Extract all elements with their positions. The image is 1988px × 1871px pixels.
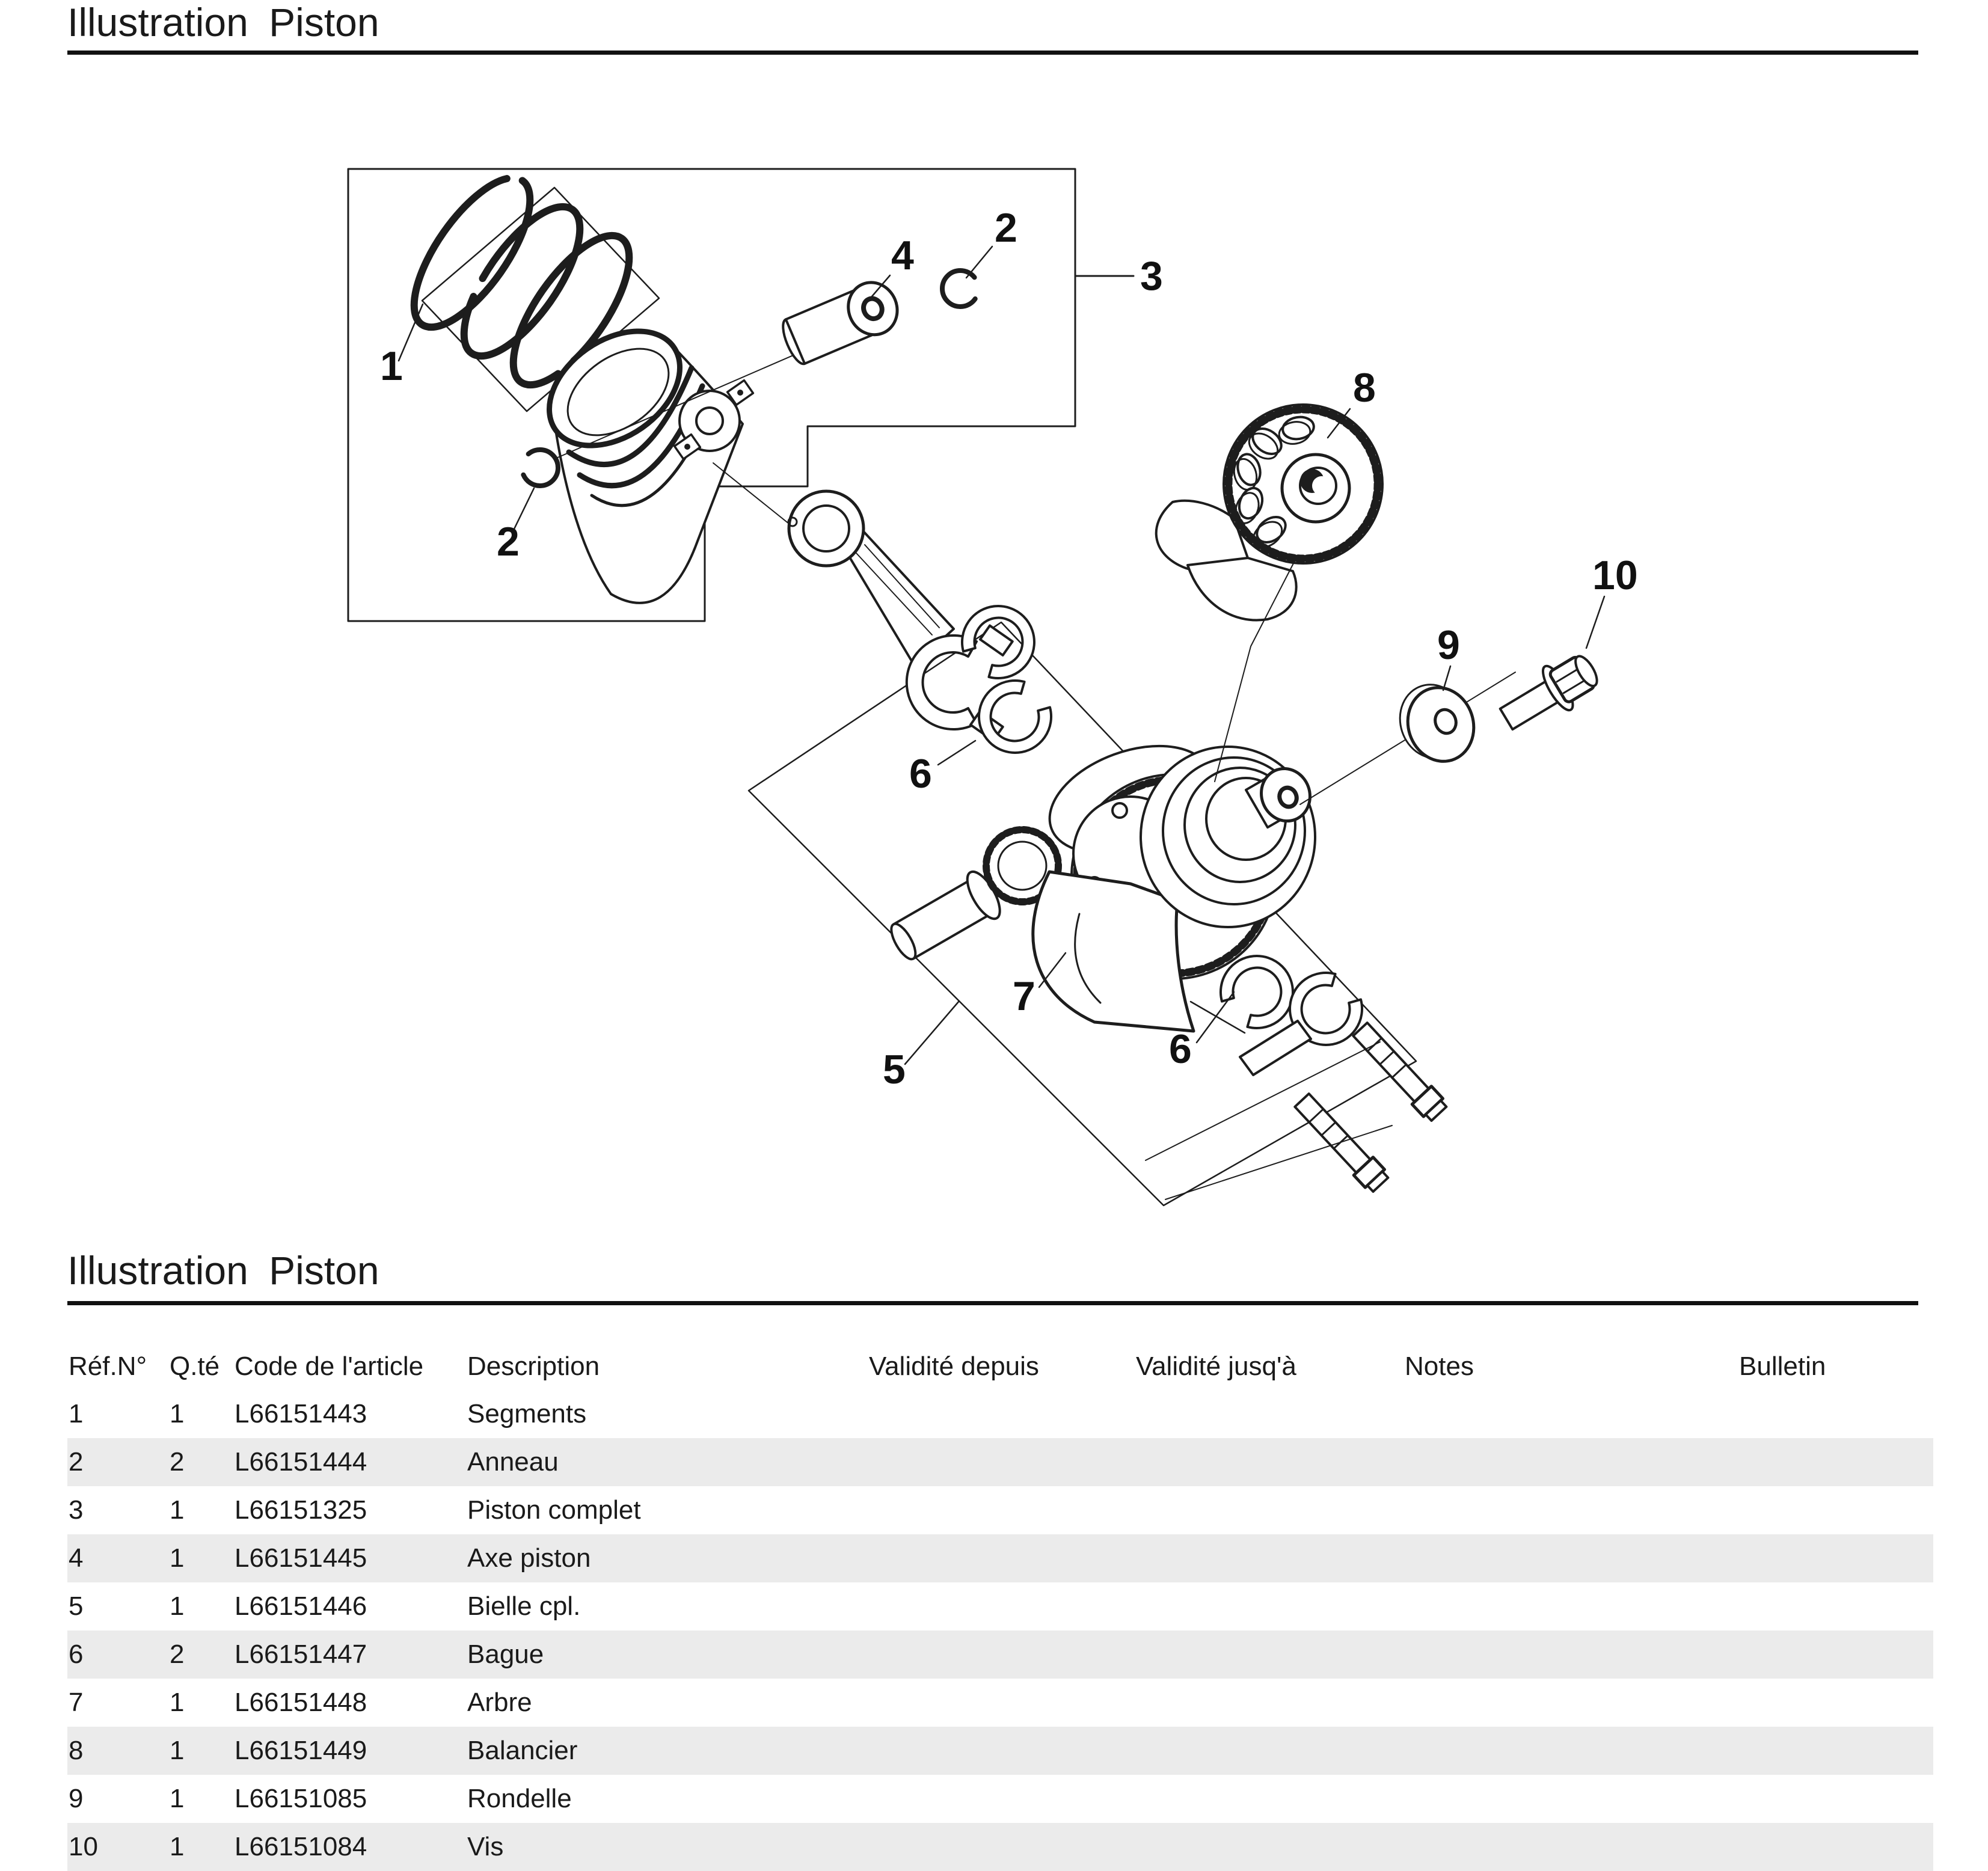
cell-notes [1404,1727,1738,1775]
cell-code: L66151448 [235,1688,367,1717]
cell-notes [1404,1679,1738,1727]
cell-qty: 1 [170,1736,185,1765]
cell-description: Rondelle [467,1784,572,1813]
table-row [67,1438,1933,1486]
cell-description: Balancier [467,1736,578,1765]
callout-3: 3 [1140,253,1163,299]
circlip-upper [942,271,978,307]
leader-6-lower-a [1197,992,1234,1043]
cell-ref: 2 [69,1447,84,1477]
callout-1: 1 [380,343,403,389]
leader-6-upper [938,741,975,765]
cell-code: L66151449 [235,1736,367,1765]
cell-valid-to [1135,1582,1404,1631]
cell-valid-to [1135,1823,1404,1871]
leader-9 [1443,666,1450,690]
cell-notes [1404,1438,1738,1486]
cell-code: L66151085 [235,1784,367,1813]
header-qty: Q.té [170,1352,220,1381]
cell-qty: 1 [170,1784,185,1813]
cell-valid-to [1135,1486,1404,1534]
callout-6a: 6 [909,751,932,797]
cell-notes [1404,1823,1738,1871]
cell-ref: 9 [69,1784,84,1813]
header-valid-to: Validité jusq'à [1136,1352,1296,1381]
piston-pin [777,275,905,369]
table-row [67,1486,1933,1534]
cell-valid-from [868,1631,1135,1679]
crankshaft [883,726,1318,1031]
washer [1390,676,1483,770]
table-title-rule [67,1301,1918,1305]
cell-ref: 7 [69,1688,84,1717]
cell-bulletin [1738,1823,1933,1871]
callout-5: 5 [883,1047,906,1092]
cell-valid-from [868,1823,1135,1871]
cell-valid-to [1135,1679,1404,1727]
table-title: Illustration Piston [67,1248,379,1293]
cell-ref: 10 [69,1832,98,1861]
callout-8: 8 [1353,365,1376,411]
cell-qty: 1 [170,1495,185,1525]
cell-notes [1404,1390,1738,1438]
cell-valid-to [1135,1631,1404,1679]
cell-code: L66151325 [235,1495,367,1525]
bearing-shells-lower [1209,941,1373,1075]
cell-valid-to [1135,1727,1404,1775]
cell-code: L66151443 [235,1399,367,1429]
cell-qty: 1 [170,1399,185,1429]
cell-description: Bague [467,1640,544,1669]
cell-qty: 1 [170,1688,185,1717]
table-row [67,1727,1933,1775]
cell-code: L66151444 [235,1447,367,1477]
cell-code: L66151084 [235,1832,367,1861]
cell-ref: 6 [69,1640,84,1669]
cell-qty: 1 [170,1591,185,1621]
cell-qty: 2 [170,1447,185,1477]
cell-ref: 3 [69,1495,84,1525]
table-row [67,1823,1933,1871]
callout-2a: 2 [497,519,520,565]
cell-valid-from [868,1486,1135,1534]
cell-notes [1404,1534,1738,1582]
table-row [67,1390,1933,1438]
callout-10: 10 [1592,553,1638,598]
cell-notes [1404,1631,1738,1679]
cell-description: Bielle cpl. [467,1591,581,1621]
table-row [67,1679,1933,1727]
header-code: Code de l'article [235,1352,424,1381]
balancer [1156,405,1382,620]
cell-bulletin [1738,1679,1933,1727]
cell-code: L66151447 [235,1640,367,1669]
cell-valid-from [868,1727,1135,1775]
bearing-shells-upper [951,591,1063,768]
callout-2b: 2 [995,205,1017,251]
cell-bulletin [1738,1390,1933,1438]
cell-valid-to [1135,1534,1404,1582]
cell-valid-to [1135,1775,1404,1823]
header-ref: Réf.N° [69,1352,147,1381]
leader-6-lower-b [1191,1002,1245,1033]
cell-valid-from [868,1582,1135,1631]
leader-5 [905,1001,959,1064]
cell-valid-from [868,1775,1135,1823]
parts-table-body [67,1390,1933,1871]
cell-notes [1404,1486,1738,1534]
cell-bulletin [1738,1534,1933,1582]
table-row [67,1534,1933,1582]
page-title: Illustration Piston [67,0,379,44]
callout-9: 9 [1437,622,1460,668]
header-notes: Notes [1405,1352,1474,1381]
cell-code: L66151446 [235,1591,367,1621]
leader-10 [1586,596,1604,648]
cell-bulletin [1738,1582,1933,1631]
cell-description: Segments [467,1399,587,1429]
table-row [67,1582,1933,1631]
cell-notes [1404,1582,1738,1631]
cell-valid-from [868,1390,1135,1438]
header-bulletin: Bulletin [1739,1352,1826,1381]
cell-code: L66151445 [235,1543,367,1573]
cell-valid-to [1135,1438,1404,1486]
cell-description: Piston complet [467,1495,641,1525]
circlip-lower [522,450,558,486]
parts-table-header [67,1326,1933,1390]
table-row [67,1631,1933,1679]
cell-qty: 1 [170,1832,185,1861]
cell-valid-to [1135,1390,1404,1438]
table-row [67,1775,1933,1823]
cell-valid-from [868,1679,1135,1727]
cell-ref: 8 [69,1736,84,1765]
cell-valid-from [868,1534,1135,1582]
leader-2-upper [966,247,992,278]
callouts [380,205,1638,1092]
cell-bulletin [1738,1775,1933,1823]
cell-bulletin [1738,1631,1933,1679]
cell-ref: 1 [69,1399,84,1429]
cell-valid-from [868,1438,1135,1486]
cell-description: Arbre [467,1688,532,1717]
header-description: Description [467,1352,600,1381]
header-valid-from: Validité depuis [869,1352,1039,1381]
cell-qty: 2 [170,1640,185,1669]
bolt-crank [1493,646,1605,741]
cell-bulletin [1738,1727,1933,1775]
cell-notes [1404,1775,1738,1823]
cell-bulletin [1738,1486,1933,1534]
callout-4: 4 [891,233,914,278]
cell-bulletin [1738,1438,1933,1486]
callout-6b: 6 [1169,1026,1192,1072]
callout-7: 7 [1013,973,1035,1019]
cell-ref: 4 [69,1543,84,1573]
cell-description: Anneau [467,1447,559,1477]
cell-ref: 5 [69,1591,84,1621]
cell-qty: 1 [170,1543,185,1573]
cell-description: Axe piston [467,1543,591,1573]
parts-table [67,1326,1933,1871]
cell-description: Vis [467,1832,504,1861]
